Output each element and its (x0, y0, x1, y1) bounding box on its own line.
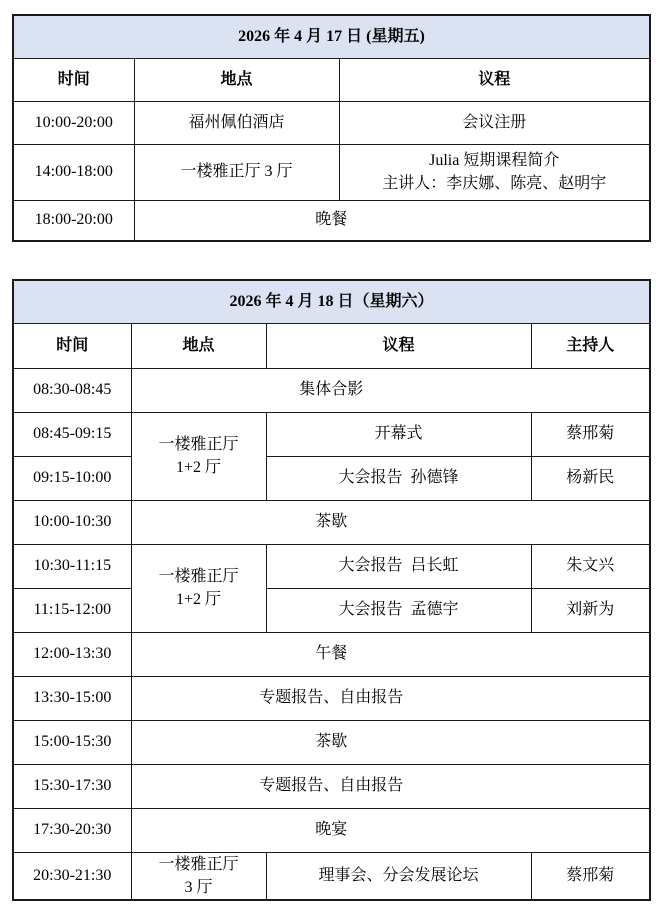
table-row (13, 200, 650, 241)
merged-agenda-cell: 集体合影 (131, 368, 650, 412)
time-cell: 08:45-09:15 (13, 412, 131, 456)
table-row (13, 720, 650, 764)
time-cell: 17:30-20:30 (13, 808, 131, 852)
time-cell: 13:30-15:00 (13, 676, 131, 720)
table-row (13, 808, 650, 852)
table-row (13, 500, 650, 544)
table-row (13, 412, 650, 456)
schedule-table-day1 (12, 14, 651, 242)
agenda-line: Julia 短期课程简介 (429, 152, 560, 169)
agenda-cell: 大会报告 孟德宇 (266, 588, 531, 632)
chair-cell: 刘新为 (531, 588, 650, 632)
place-cell (131, 544, 266, 632)
table-row (13, 852, 650, 900)
time-cell: 09:15-10:00 (13, 456, 131, 500)
schedule-table-day2 (12, 279, 651, 901)
day2-title: 2026 年 4 月 18 日（星期六） (13, 280, 650, 323)
table-row (13, 632, 650, 676)
table-row (13, 456, 650, 500)
agenda-cell: 大会报告 孙德锋 (266, 456, 531, 500)
place-line: 1+2 厅 (175, 591, 222, 608)
table-row (13, 280, 650, 323)
merged-agenda-cell: 茶歇 (131, 720, 650, 764)
table-row (13, 58, 650, 101)
table-row (13, 764, 650, 808)
chair-cell: 蔡邢菊 (531, 852, 650, 900)
time-cell: 12:00-13:30 (13, 632, 131, 676)
merged-agenda-cell: 晚宴 (131, 808, 650, 852)
agenda-cell (339, 144, 650, 200)
agenda-cell: 大会报告 吕长虹 (266, 544, 531, 588)
agenda-cell: 理事会、分会发展论坛 (266, 852, 531, 900)
time-cell: 14:00-18:00 (13, 144, 134, 200)
chair-cell: 蔡邢菊 (531, 412, 650, 456)
time-cell: 18:00-20:00 (13, 200, 134, 241)
col-header-place: 地点 (131, 323, 266, 368)
day1-title: 2026 年 4 月 17 日 (星期五) (13, 15, 650, 58)
time-cell: 08:30-08:45 (13, 368, 131, 412)
place-cell: 一楼雅正厅 3 厅 (134, 144, 339, 200)
col-header-agenda: 议程 (266, 323, 531, 368)
agenda-cell: 开幕式 (266, 412, 531, 456)
table-row (13, 101, 650, 144)
place-cell: 福州佩伯酒店 (134, 101, 339, 144)
chair-cell: 杨新民 (531, 456, 650, 500)
time-cell: 15:30-17:30 (13, 764, 131, 808)
place-line: 一楼雅正厅 (158, 568, 239, 585)
merged-agenda-cell: 专题报告、自由报告 (131, 764, 650, 808)
chair-cell: 朱文兴 (531, 544, 650, 588)
time-cell: 10:00-10:30 (13, 500, 131, 544)
place-cell (131, 852, 266, 900)
place-line: 3 厅 (184, 878, 213, 896)
merged-agenda-cell: 午餐 (131, 632, 650, 676)
table-row (13, 323, 650, 368)
merged-agenda-cell: 专题报告、自由报告 (131, 676, 650, 720)
time-cell: 20:30-21:30 (13, 852, 131, 900)
place-line: 1+2 厅 (175, 459, 222, 476)
time-cell: 15:00-15:30 (13, 720, 131, 764)
place-cell (131, 412, 266, 500)
agenda-line: 主讲人：李庆娜、陈亮、赵明宇 (382, 175, 607, 192)
time-cell: 10:30-11:15 (13, 544, 131, 588)
merged-agenda-cell: 茶歇 (131, 500, 650, 544)
agenda-cell: 会议注册 (339, 101, 650, 144)
time-cell: 10:00-20:00 (13, 101, 134, 144)
col-header-time: 时间 (13, 323, 131, 368)
table-row (13, 15, 650, 58)
col-header-place: 地点 (134, 58, 339, 101)
table-row (13, 144, 650, 200)
col-header-chair: 主持人 (531, 323, 650, 368)
col-header-time: 时间 (13, 58, 134, 101)
place-line: 一楼雅正厅 (158, 436, 239, 453)
table-row (13, 588, 650, 632)
table-row (13, 676, 650, 720)
time-cell: 11:15-12:00 (13, 588, 131, 632)
table-row (13, 544, 650, 588)
place-line: 一楼雅正厅 (158, 855, 239, 873)
col-header-agenda: 议程 (339, 58, 650, 101)
table-row (13, 368, 650, 412)
merged-agenda-cell: 晚餐 (134, 200, 650, 241)
